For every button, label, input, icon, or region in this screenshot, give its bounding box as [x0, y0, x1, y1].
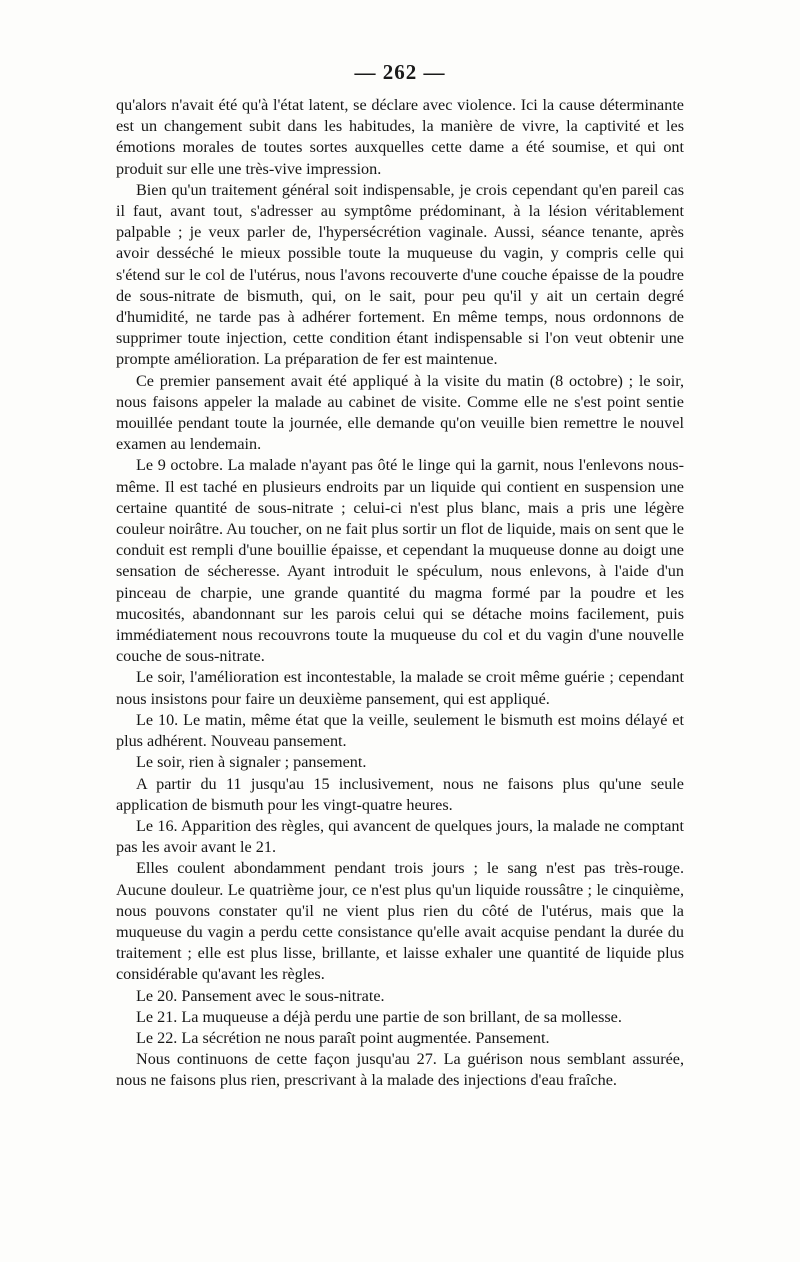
body-text	[116, 95, 684, 1092]
paragraph: Bien qu'un traitement général soit indispensable, je crois cependant qu'en pareil cas il faut, avant tout, s'adresser au symptôme prédominant, à la lésion véritablement palpable ; je veux parler de, l'hypersécrétion vaginale. Aussi, séance tenante, après avoir desséché le mieux possible toute la muqueuse du vagin, y compris celle qui s'étend sur le col de l'utérus, nous l'avons recouverte d'une couche épaisse de la poudre de sous-nitrate de bismuth, qui, on le sait, pour peu qu'il y ait un certain degré d'humidité, ne tarde pas à adhérer fortement. En même temps, nous ordonnons de supprimer toute injection, cette condition étant indispensable si l'on veut obtenir une prompte amélioration. La préparation de fer est maintenue.	[116, 180, 684, 369]
paragraph: A partir du 11 jusqu'au 15 inclusivement, nous ne faisons plus qu'une seule application de bismuth pour les vingt-quatre heures.	[116, 774, 684, 814]
paragraph: Le 10. Le matin, même état que la veille, seulement le bismuth est moins délayé et plus adhérent. Nouveau pansement.	[116, 710, 684, 751]
paragraph: Le 22. La sécrétion ne nous paraît point augmentée. Pansement.	[136, 1028, 550, 1047]
paragraph: qu'alors n'avait été qu'à l'état latent, se déclare avec violence. Ici la cause déterminante est un changement subit dans les habitudes, la manière de vivre, la captivité et les émotions morales de toutes sortes auxquelles cette dame a été soumise, et qui ont produit sur elle une très-vive impression.	[116, 96, 684, 178]
paragraph: Le 21. La muqueuse a déjà perdu une partie de son brillant, de sa mollesse.	[136, 1007, 622, 1026]
paragraph: Nous continuons de cette façon jusqu'au 27. La guérison nous semblant assurée, nous ne faisons plus rien, prescrivant à la malade des injections d'eau fraîche.	[116, 1050, 684, 1090]
paragraph: Ce premier pansement avait été appliqué à la visite du matin (8 octobre) ; le soir, nous faisons appeler la malade au cabinet de visite. Comme elle ne s'est point sentie mouillée pendant toute la journée, elle demande qu'on veuille bien remettre le nouvel examen au lendemain.	[116, 371, 684, 454]
paragraph: Le 20. Pansement avec le sous-nitrate.	[136, 986, 385, 1005]
paragraph: Le soir, rien à signaler ; pansement.	[136, 753, 367, 772]
page-number: — 262 —	[354, 60, 446, 84]
paragraph: Le 16. Apparition des règles, qui avancent de quelques jours, la malade ne comptant pas les avoir avant le 21.	[116, 816, 684, 857]
paragraph: Elles coulent abondamment pendant trois jours ; le sang n'est pas très-rouge. Aucune douleur. Le quatrième jour, ce n'est plus qu'un liquide roussâtre ; le cinquième, nous pouvons constater qu'il ne vient plus rien du côté de l'utérus, mais que la muqueuse du vagin a perdu cette consistance qu'elle avait acquise pendant la durée du traitement ; elle est plus lisse, brillante, et laisse exhaler une quantité de liquide plus considérable qu'avant les règles.	[116, 859, 684, 984]
paragraph: Le soir, l'amélioration est incontestable, la malade se croit même guérie ; cependant nous insistons pour faire un deuxième pansement, qui est appliqué.	[116, 668, 684, 708]
paragraph: Le 9 octobre. La malade n'ayant pas ôté le linge qui la garnit, nous l'enlevons nous-même. Il est taché en plusieurs endroits par un liquide qui contient en suspension une certaine quantité de sous-nitrate ; celui-ci n'est plus blanc, mais a pris une légère couleur noirâtre. Au toucher, on ne fait plus sortir un flot de liquide, mais on sent que le conduit est rempli d'une bouillie épaisse, et cependant la muqueuse donne au doigt une sensation de sécheresse. Ayant introduit le spéculum, nous enlevons, à l'aide d'un pinceau de charpie, une grande quantité du magma formé par la poudre et les mucosités, abandonnant sur les parois celui qui se détache moins facilement, puis immédiatement nous recouvrons toute la muqueuse du col et du vagin d'une nouvelle couche de sous-nitrate.	[116, 456, 684, 666]
